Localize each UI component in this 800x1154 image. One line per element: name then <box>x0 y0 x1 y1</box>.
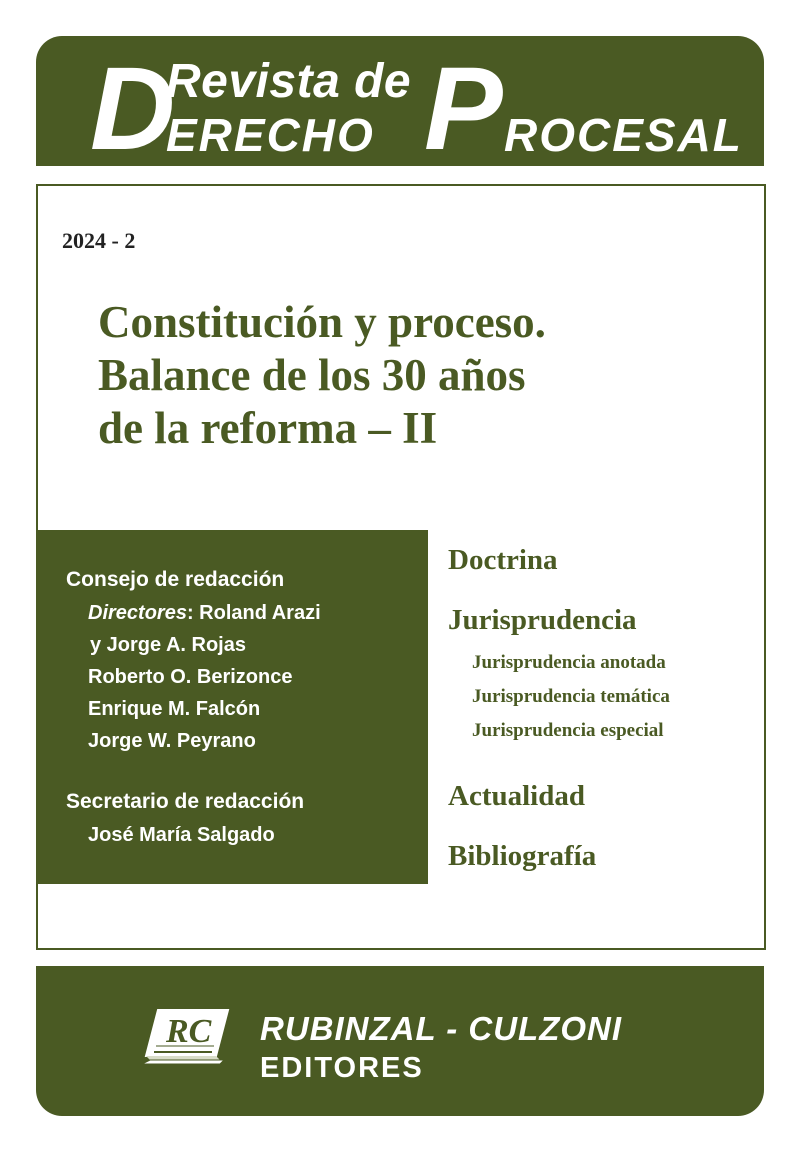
publisher-logo-text: RC <box>166 1013 212 1050</box>
council-member: Jorge W. Peyrano <box>88 730 256 752</box>
masthead-initial-p: P <box>424 43 503 166</box>
publisher-name: RUBINZAL - CULZONI <box>260 1010 623 1047</box>
council-heading: Consejo de redacción <box>66 568 285 591</box>
page-title <box>98 296 738 455</box>
subsection-jurisprudencia-anotada: Jurisprudencia anotada <box>472 652 666 673</box>
section-actualidad: Actualidad <box>448 780 585 812</box>
masthead-rocesal: ROCESAL <box>504 109 743 161</box>
section-bibliografia: Bibliografía <box>448 840 597 872</box>
issue-number: 2024 - 2 <box>62 228 136 253</box>
publisher-subtitle: EDITORES <box>260 1052 424 1084</box>
directors-role: Directores <box>88 602 187 624</box>
council-member: Roberto O. Berizonce <box>88 666 293 688</box>
directors-names: : Roland Arazi <box>186 602 321 624</box>
title-line: de la reforma – II <box>98 403 438 453</box>
editorial-panel <box>36 530 428 884</box>
masthead-revista-de: Revista de <box>166 55 412 108</box>
secretary-heading: Secretario de redacción <box>66 790 305 813</box>
publisher-logo-icon <box>140 1002 234 1072</box>
title-line: Balance de los 30 años <box>98 350 526 400</box>
secretary-name: José María Salgado <box>88 824 275 846</box>
directors-line <box>88 602 321 625</box>
council-member: Enrique M. Falcón <box>88 698 261 720</box>
masthead-initial-d: D <box>90 43 176 166</box>
masthead <box>36 36 764 166</box>
directors-line-2: y Jorge A. Rojas <box>90 634 246 656</box>
section-jurisprudencia: Jurisprudencia <box>448 604 637 636</box>
subsection-jurisprudencia-tematica: Jurisprudencia temática <box>472 686 670 707</box>
section-doctrina: Doctrina <box>448 544 558 576</box>
masthead-erecho: ERECHO <box>166 109 375 161</box>
title-line: Constitución y proceso. <box>98 297 546 347</box>
subsection-jurisprudencia-especial: Jurisprudencia especial <box>472 720 664 741</box>
publisher-band <box>36 966 764 1116</box>
